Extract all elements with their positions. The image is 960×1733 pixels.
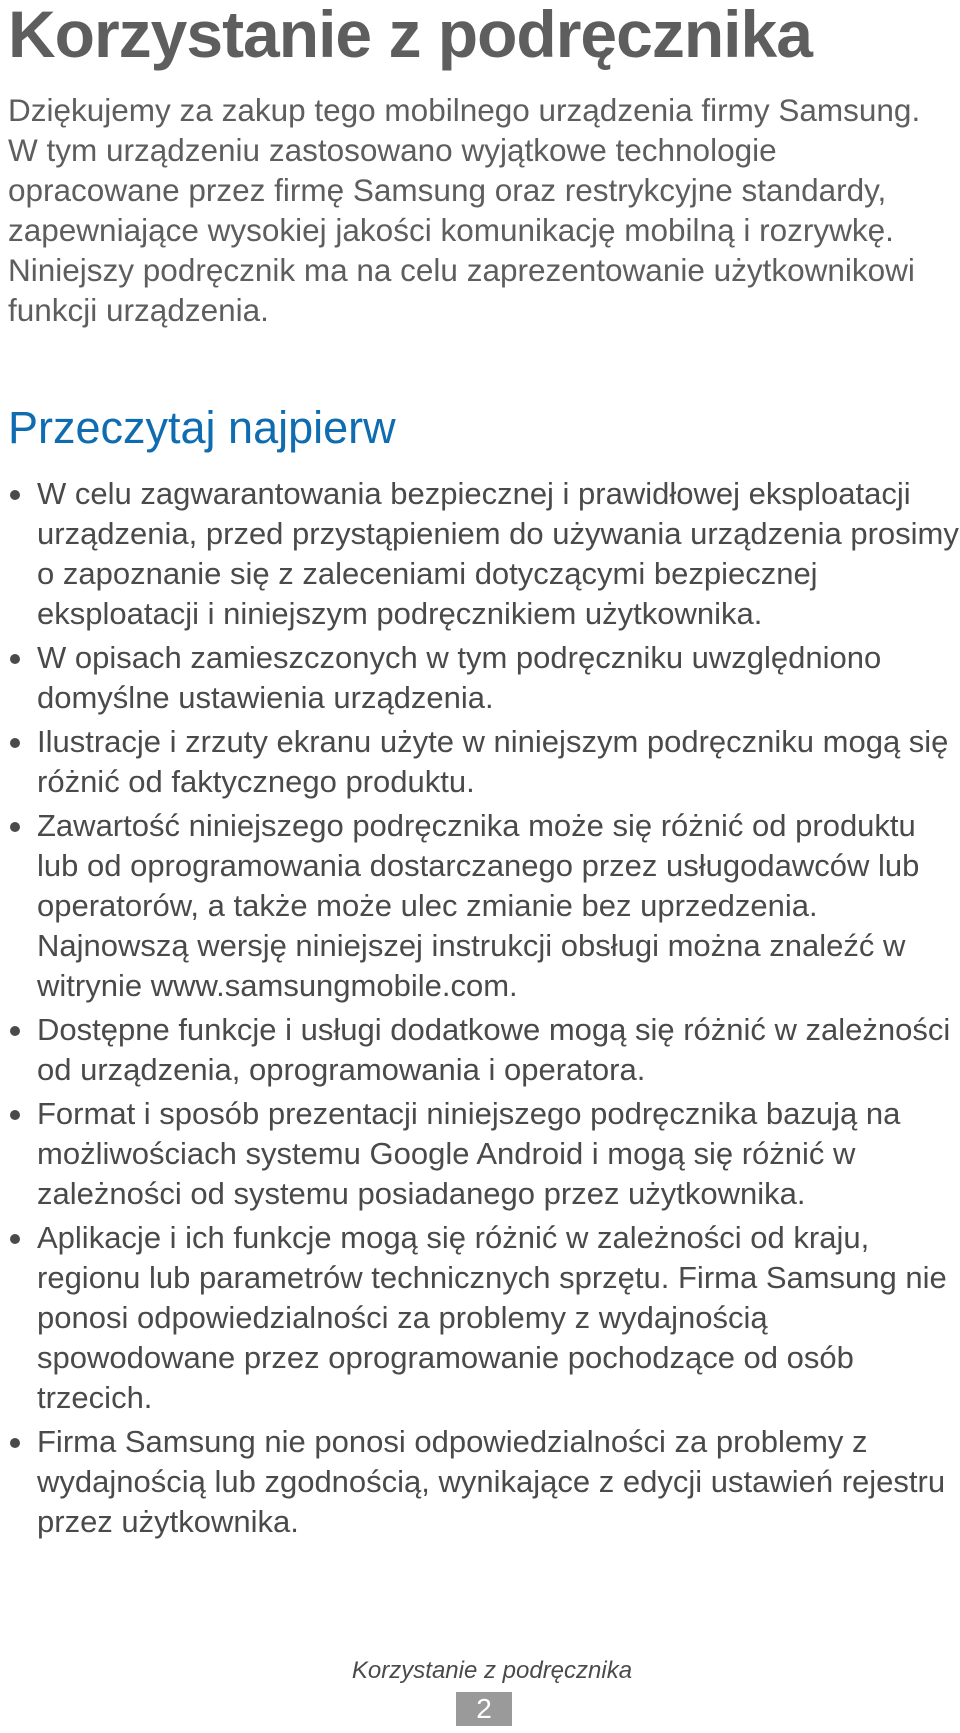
bullet-icon (10, 738, 20, 748)
bullet-icon (10, 490, 20, 500)
bullet-list (8, 474, 960, 1546)
list-item (8, 1010, 960, 1090)
list-item-text: Zawartość niniejszego podręcznika może się różnić od produktu lub od oprogramowania dostarczanego przez usługodawców lub operatorów, a także może ulec zmianie bez uprzedzenia. Najnowszą wersję niniejszej instrukcji obsługi można znaleźć w witrynie www.samsungmobile.com. (37, 808, 920, 1003)
list-item (8, 1422, 960, 1542)
list-item (8, 1218, 960, 1418)
footer-section-label: Korzystanie z podręcznika (351, 1657, 633, 1684)
list-item (8, 474, 960, 634)
list-item (8, 806, 960, 1006)
list-item (8, 722, 960, 802)
bullet-icon (10, 1438, 20, 1448)
list-item-text: Firma Samsung nie ponosi odpowiedzialności za problemy z wydajnością lub zgodnością, wynikające z edycji ustawień rejestru przez użytkownika. (37, 1424, 946, 1539)
list-item (8, 1094, 960, 1214)
list-item-text: W opisach zamieszczonych w tym podręczniku uwzględniono domyślne ustawienia urządzenia. (37, 640, 882, 715)
intro-section (8, 90, 948, 330)
bullet-icon (10, 1110, 20, 1120)
intro-paragraph: Dziękujemy za zakup tego mobilnego urządzenia firmy Samsung. W tym urządzeniu zastosowano wyjątkowe technologie opracowane przez firmę Samsung oraz restrykcyjne standardy, zapewniające wysokiej jakości komunikację mobilną i rozrywkę. (8, 92, 921, 248)
page-title: Korzystanie z podręcznika (8, 0, 812, 71)
bullet-icon (10, 822, 20, 832)
intro-paragraph: Niniejszy podręcznik ma na celu zaprezentowanie użytkownikowi funkcji urządzenia. (8, 252, 915, 328)
bullet-icon (10, 1026, 20, 1036)
list-item (8, 638, 960, 718)
list-item-text: Ilustracje i zrzuty ekranu użyte w niniejszym podręczniku mogą się różnić od faktycznego produktu. (37, 724, 949, 799)
list-item-text: Aplikacje i ich funkcje mogą się różnić w zależności od kraju, regionu lub parametrów technicznych sprzętu. Firma Samsung nie ponosi odpowiedzialności za problemy z wydajnością spowodowane przez oprogramowanie pochodzące od osób trzecich. (37, 1220, 947, 1415)
bullet-icon (10, 654, 20, 664)
bullet-icon (10, 1234, 20, 1244)
list-item-text: Dostępne funkcje i usługi dodatkowe mogą się różnić w zależności od urządzenia, oprogramowania i operatora. (37, 1012, 951, 1087)
list-item-text: Format i sposób prezentacji niniejszego podręcznika bazują na możliwościach systemu Google Android i mogą się różnić w zależności od systemu posiadanego przez użytkownika. (37, 1096, 901, 1211)
page-number: 2 (456, 1692, 512, 1726)
section-heading: Przeczytaj najpierw (8, 402, 396, 453)
list-item-text: W celu zagwarantowania bezpiecznej i prawidłowej eksploatacji urządzenia, przed przystąpieniem do używania urządzenia prosimy o zapoznanie się z zaleceniami dotyczącymi bezpiecznej eksploatacji i niniejszym podręcznikiem użytkownika. (37, 476, 959, 631)
